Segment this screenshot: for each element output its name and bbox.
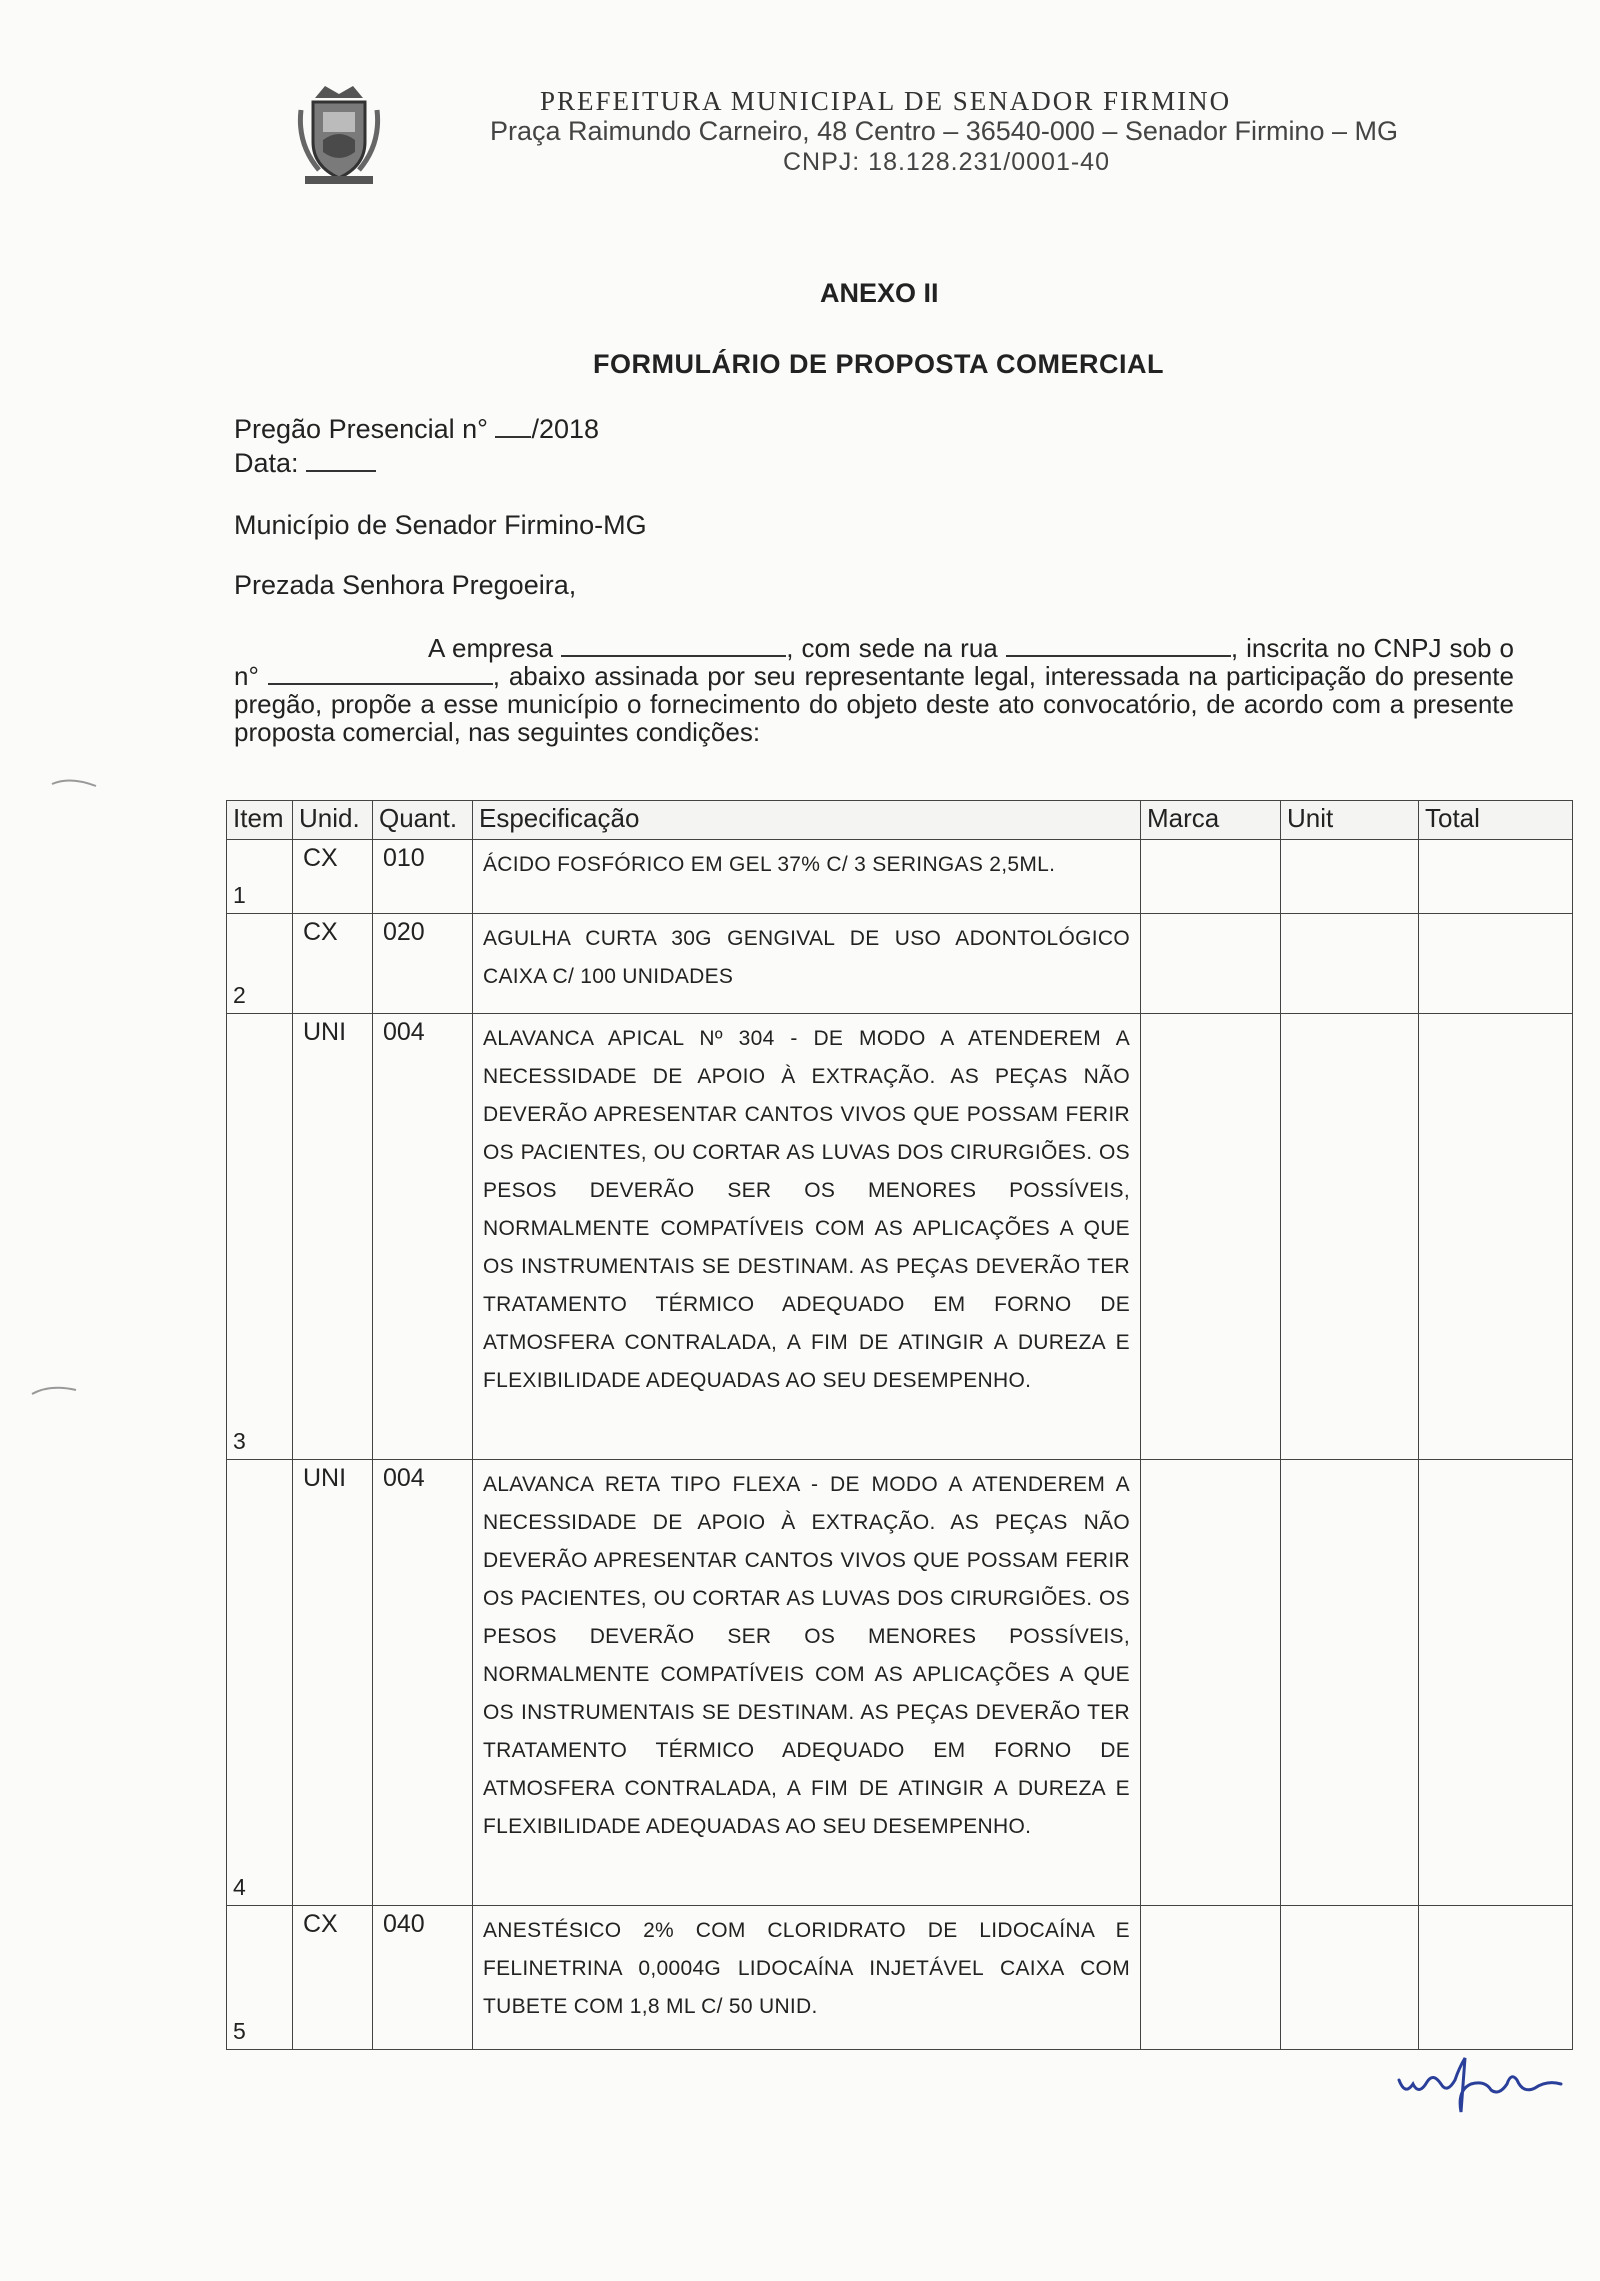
cell-spec: ALAVANCA RETA TIPO FLEXA - DE MODO A ATENDEREM A NECESSIDADE DE APOIO À EXTRAÇÃO. AS PEÇAS NÃO DEVERÃO APRESENTAR CANTOS VIVOS QUE POSSAM FERIR OS PACIENTES, OU CORTAR AS LUVAS DOS CIRURGIÕES. OS PESOS DEVERÃO SER OS MENORES POSSÍVEIS, NORMALMENTE COMPATÍVEIS COM AS APLICAÇÕES A QUE OS INSTRUMENTAIS SE DESTINAM. AS PEÇAS DEVERÃO TER TRATAMENTO TÉRMICO ADEQUADO EM FORNO DE ATMOSFERA CONTRALADA, A FIM DE ATINGIR A DUREZA E FLEXIBILIDADE ADEQUADAS AO SEU DESEMPENHO. (473, 1460, 1141, 1906)
cell-quant: 010 (373, 840, 473, 914)
form-title: FORMULÁRIO DE PROPOSTA COMERCIAL (593, 349, 1164, 379)
cell-marca[interactable] (1141, 1014, 1281, 1460)
header-quant: Quant. (373, 801, 473, 840)
date-line (234, 448, 376, 479)
cell-item: 1 (227, 840, 293, 914)
pregao-line (234, 414, 599, 445)
intro-paragraph (234, 634, 1514, 746)
cell-total[interactable] (1419, 840, 1573, 914)
intro-p2: , com sede na rua (786, 633, 998, 663)
date-blank[interactable] (306, 452, 376, 472)
cnpj-blank[interactable] (268, 665, 493, 685)
intro-p3: , inscrita no CNPJ sob o n° (234, 633, 1514, 691)
date-label: Data: (234, 448, 299, 478)
pregao-suffix: /2018 (531, 414, 600, 444)
cell-quant: 004 (373, 1014, 473, 1460)
intro-p1: A empresa (428, 633, 554, 663)
header-total: Total (1419, 801, 1573, 840)
proposal-table (226, 800, 1573, 2050)
cell-marca[interactable] (1141, 1460, 1281, 1906)
cell-spec: AGULHA CURTA 30G GENGIVAL DE USO ADONTOLÓGICO CAIXA C/ 100 UNIDADES (473, 914, 1141, 1014)
cell-unid: UNI (293, 1460, 373, 1906)
intro-p4: , abaixo assinada por seu representante legal, interessada na participação do presente pregão, propõe a esse município o fornecimento do objeto deste ato convocatório, de acordo com a presente proposta comercial, nas seguintes condições: (234, 661, 1514, 747)
cell-total[interactable] (1419, 1014, 1573, 1460)
table-header-row (227, 801, 1573, 840)
cell-marca[interactable] (1141, 1906, 1281, 2050)
cell-unit[interactable] (1281, 1460, 1419, 1906)
company-blank[interactable] (561, 637, 786, 657)
municipio-line: Município de Senador Firmino-MG (234, 510, 647, 540)
header-item: Item (227, 801, 293, 840)
table-row (227, 914, 1573, 1014)
scan-mark-icon (50, 772, 100, 792)
street-blank[interactable] (1006, 637, 1231, 657)
cell-spec: ALAVANCA APICAL Nº 304 - DE MODO A ATENDEREM A NECESSIDADE DE APOIO À EXTRAÇÃO. AS PEÇAS NÃO DEVERÃO APRESENTAR CANTOS VIVOS QUE POSSAM FERIR OS PACIENTES, OU CORTAR AS LUVAS DOS CIRURGIÕES. OS PESOS DEVERÃO SER OS MENORES POSSÍVEIS, NORMALMENTE COMPATÍVEIS COM AS APLICAÇÕES A QUE OS INSTRUMENTAIS SE DESTINAM. AS PEÇAS DEVERÃO TER TRATAMENTO TÉRMICO ADEQUADO EM FORNO DE ATMOSFERA CONTRALADA, A FIM DE ATINGIR A DUREZA E FLEXIBILIDADE ADEQUADAS AO SEU DESEMPENHO. (473, 1014, 1141, 1460)
cell-unid: CX (293, 840, 373, 914)
cell-unit[interactable] (1281, 1906, 1419, 2050)
cell-item: 5 (227, 1906, 293, 2050)
cell-unid: CX (293, 1906, 373, 2050)
cell-item: 3 (227, 1014, 293, 1460)
cell-quant: 040 (373, 1906, 473, 2050)
salutation: Prezada Senhora Pregoeira, (234, 570, 577, 600)
header-unit: Unit (1281, 801, 1419, 840)
header-unid: Unid. (293, 801, 373, 840)
table-row (227, 1906, 1573, 2050)
scan-mark-icon (30, 1380, 80, 1400)
cell-marca[interactable] (1141, 914, 1281, 1014)
cell-unit[interactable] (1281, 914, 1419, 1014)
pregao-number-blank[interactable] (495, 418, 531, 438)
cell-unit[interactable] (1281, 840, 1419, 914)
cell-marca[interactable] (1141, 840, 1281, 914)
cell-unid: UNI (293, 1014, 373, 1460)
signature-initials-icon (1395, 2050, 1565, 2120)
header-especificacao: Especificação (473, 801, 1141, 840)
cell-quant: 004 (373, 1460, 473, 1906)
table-row (227, 1014, 1573, 1460)
cell-total[interactable] (1419, 914, 1573, 1014)
cell-item: 4 (227, 1460, 293, 1906)
header-marca: Marca (1141, 801, 1281, 840)
cell-item: 2 (227, 914, 293, 1014)
annex-title: ANEXO II (820, 278, 939, 308)
header-cnpj: CNPJ: 18.128.231/0001-40 (783, 148, 1110, 176)
pregao-prefix: Pregão Presencial n° (234, 414, 488, 444)
cell-total[interactable] (1419, 1906, 1573, 2050)
cell-total[interactable] (1419, 1460, 1573, 1906)
cell-quant: 020 (373, 914, 473, 1014)
cell-unit[interactable] (1281, 1014, 1419, 1460)
table-row (227, 840, 1573, 914)
cell-spec: ANESTÉSICO 2% COM CLORIDRATO DE LIDOCAÍNA E FELINETRINA 0,0004G LIDOCAÍNA INJETÁVEL CAIXA COM TUBETE COM 1,8 ML C/ 50 UNID. (473, 1906, 1141, 2050)
header-address: Praça Raimundo Carneiro, 48 Centro – 36540-000 – Senador Firmino – MG (490, 116, 1398, 146)
table-row (227, 1460, 1573, 1906)
municipal-crest-icon (295, 80, 383, 190)
cell-spec: ÁCIDO FOSFÓRICO EM GEL 37% C/ 3 SERINGAS 2,5ML. (473, 840, 1141, 914)
cell-unid: CX (293, 914, 373, 1014)
header-title: PREFEITURA MUNICIPAL DE SENADOR FIRMINO (540, 86, 1232, 116)
